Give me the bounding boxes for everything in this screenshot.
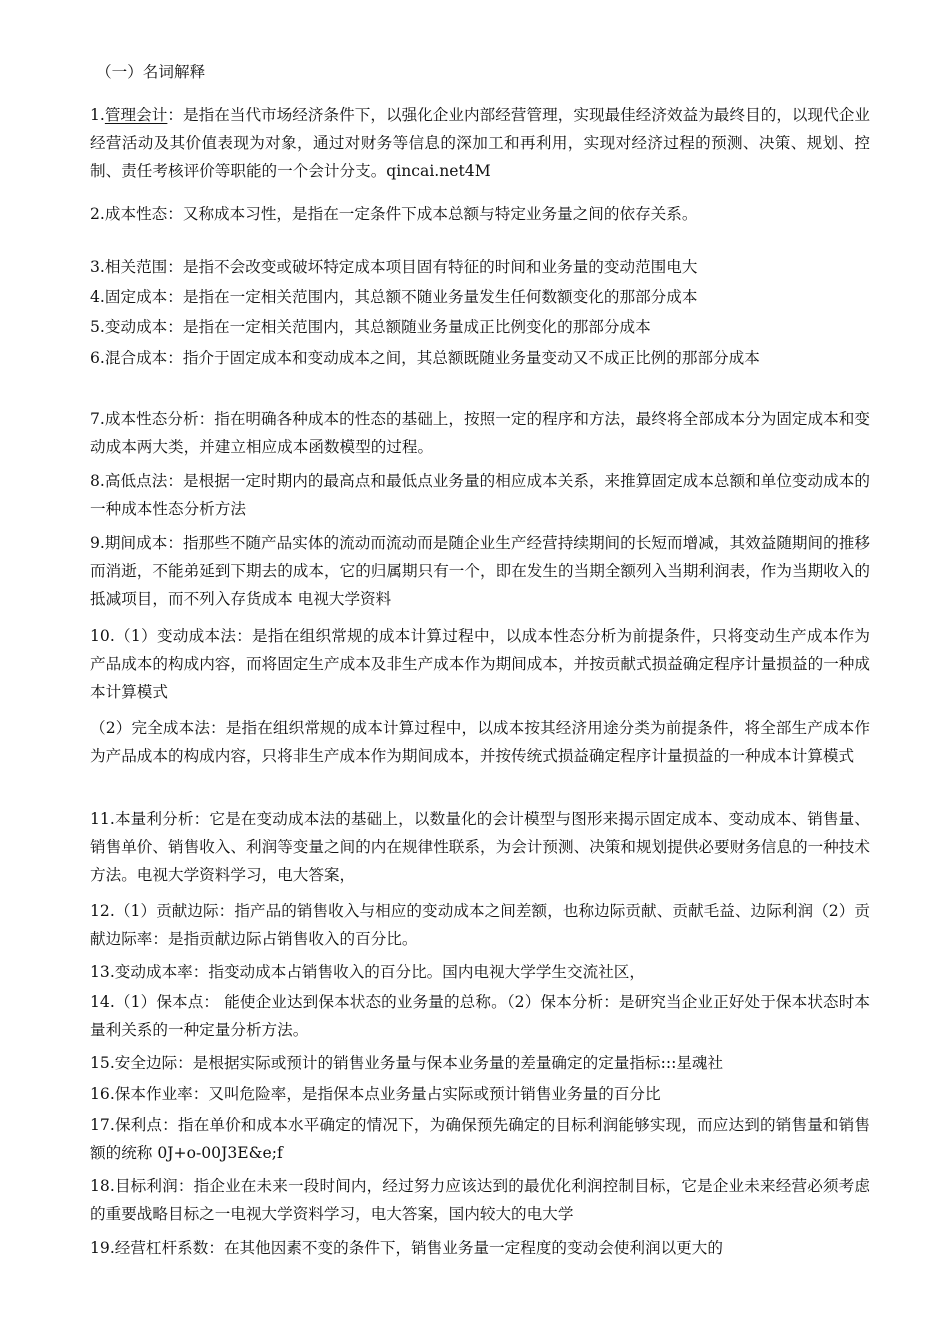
entry-17: 17.保利点：指在单价和成本水平确定的情况下，为确保预先确定的目标利润能够实现，而应达到的销售量和销售额的统称 0J+o-00J3E&e;f: [90, 1116, 870, 1163]
entry-7: 7.成本性态分析：指在明确各种成本的性态的基础上，按照一定的程序和方法，最终将全部成本分为固定成本和变动成本两大类，并建立相应成本函数模型的过程。: [90, 410, 870, 457]
entry-3: 3.相关范围：是指不会改变或破坏特定成本项目固有特征的时间和业务量的变动范围电大: [90, 258, 698, 276]
entry-11: 11.本量利分析：它是在变动成本法的基础上，以数量化的会计模型与图形来揭示固定成本、变动成本、销售量、销售单价、销售收入、利润等变量之间的内在规律性联系，为会计预测、决策和规划提供必要财务信息的一种技术方法。电视大学资料学习，电大答案，: [90, 810, 870, 885]
entry-13: 13.变动成本率：指变动成本占销售收入的百分比。国内电视大学学生交流社区，: [90, 963, 645, 981]
entry-5: 5.变动成本：是指在一定相关范围内，其总额随业务量成正比例变化的那部分成本: [90, 318, 651, 336]
entry-6: 6.混合成本：指介于固定成本和变动成本之间，其总额既随业务量变动又不成正比例的那部分成本: [90, 349, 760, 367]
entry-9: 9.期间成本：指那些不随产品实体的流动而流动而是随企业生产经营持续期间的长短而增减，其效益随期间的推移而消逝，不能弟延到下期去的成本，它的归属期只有一个，即在发生的当期全额列入当期利润表，作为当期收入的抵减项目，而不列入存货成本 电视大学资料: [90, 534, 870, 609]
entry-text: ：是指在当代市场经济条件下，以强化企业内部经营管理，实现最佳经济效益为最终目的，以现代企业经营活动及其价值表现为对象，通过对财务等信息的深加工和再利用，实现对经济过程的预测、决策、规划、控制、责任考核评价等职能的一个会计分支。qincai.net4M: [90, 106, 870, 181]
entry-2: 2.成本性态：又称成本习性，是指在一定条件下成本总额与特定业务量之间的依存关系。: [90, 205, 698, 223]
term-link[interactable]: 管理会计: [104, 106, 168, 124]
entry-4: 4.固定成本：是指在一定相关范围内，其总额不随业务量发生任何数额变化的那部分成本: [90, 288, 698, 306]
entry-10-2: （2）完全成本法：是指在组织常规的成本计算过程中，以成本按其经济用途分类为前提条件，将全部生产成本作为产品成本的构成内容，只将非生产成本作为期间成本，并按传统式损益确定程序计量损益的一种成本计算模式: [90, 719, 870, 766]
entry-15: 15.安全边际：是根据实际或预计的销售业务量与保本业务量的差量确定的定量指标:::星魂社: [90, 1054, 724, 1072]
entry-8: 8.高低点法：是根据一定时期内的最高点和最低点业务量的相应成本关系，来推算固定成本总额和单位变动成本的一种成本性态分析方法: [90, 472, 870, 519]
entry-1: [90, 101, 870, 185]
entry-16: 16.保本作业率：又叫危险率，是指保本点业务量占实际或预计销售业务量的百分比: [90, 1085, 661, 1103]
entry-10-1: 10.（1）变动成本法：是指在组织常规的成本计算过程中，以成本性态分析为前提条件，只将变动生产成本作为产品成本的构成内容，而将固定生产成本及非生产成本作为期间成本，并按贡献式损益确定程序计量损益的一种成本计算模式: [90, 627, 870, 702]
entry-19: 19.经营杠杆系数：在其他因素不变的条件下，销售业务量一定程度的变动会使利润以更大的: [90, 1239, 723, 1257]
section-title: （一）名词解释: [96, 63, 206, 81]
entry-12: 12.（1）贡献边际：指产品的销售收入与相应的变动成本之间差额，也称边际贡献、贡献毛益、边际利润（2）贡献边际率：是指贡献边际占销售收入的百分比。: [90, 902, 870, 949]
entry-number: 1.: [90, 106, 105, 124]
entry-18: 18.目标利润：指企业在未来一段时间内，经过努力应该达到的最优化利润控制目标，它是企业未来经营必须考虑的重要战略目标之一电视大学资料学习，电大答案，国内较大的电大学: [90, 1177, 870, 1224]
entry-14: 14.（1）保本点： 能使企业达到保本状态的业务量的总称。（2）保本分析：是研究当企业正好处于保本状态时本量利关系的一种定量分析方法。: [90, 993, 870, 1040]
